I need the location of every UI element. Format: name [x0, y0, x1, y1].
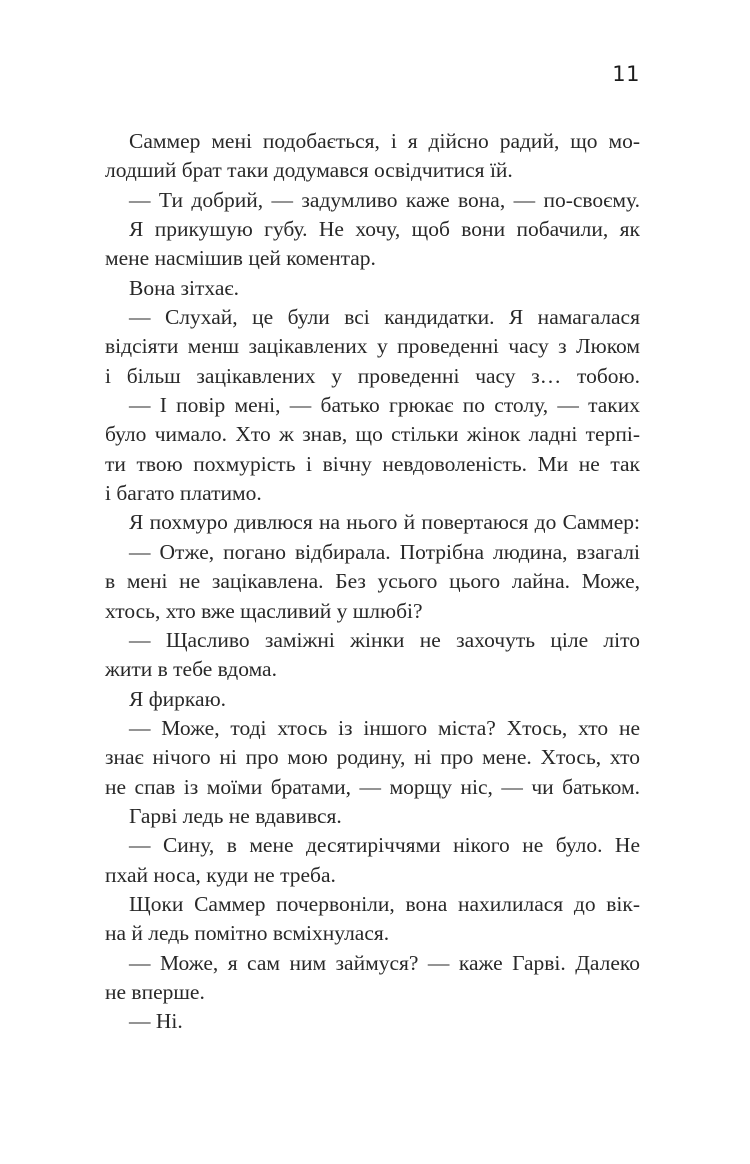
text-line: Вона зітхає. [129, 275, 239, 300]
text-line: Щоки Саммер почервоніли, вона нахилилася до вік- [129, 891, 640, 916]
text-line: Я фиркаю. [129, 686, 227, 711]
text-line: було чимало. Хто ж знав, що стільки жінок ладні терпі- [105, 422, 640, 447]
text-line: — Ти добрий, — задумливо каже вона, — по-своєму. [129, 187, 640, 212]
text-line: Саммер мені подобається, і я дійсно радий, що мо- [129, 129, 640, 153]
page-number: 11 [612, 62, 640, 86]
text-line: жити в тебе вдома. [105, 657, 277, 682]
text-line: Я прикушую губу. Не хочу, щоб вони побачили, як [129, 217, 640, 242]
text-line: в мені не зацікавлена. Без усього цього лайна. Може, [105, 569, 640, 594]
text-line: відсіяти менш зацікавлених у проведенні часу з Люком [105, 334, 640, 359]
text-line: — Ні. [129, 1009, 183, 1034]
text-line: пхай носа, куди не треба. [105, 862, 336, 887]
text-line: хтось, хто вже щасливий у шлюбі? [105, 598, 423, 623]
text-line: і багато платимо. [105, 481, 262, 506]
body-text [105, 127, 640, 1037]
text-line: мене насмішив цей коментар. [105, 246, 376, 271]
text-line: — Сину, в мене десятиріччями нікого не було. Не [129, 833, 640, 858]
text-line: лодший брат таки додумався освідчитися їй. [105, 158, 513, 183]
text-line: — І повір мені, — батько грюкає по столу, — таких [129, 393, 640, 418]
text-line: знає нічого ні про мою родину, ні про мене. Хтось, хто [105, 745, 640, 770]
text-line: не спав із моїми братами, — морщу ніс, — чи батьком. [105, 774, 640, 799]
text-line: і більш зацікавлених у проведенні часу з… тобою. [105, 363, 640, 388]
text-line: — Може, тоді хтось із іншого міста? Хтось, хто не [129, 715, 640, 740]
text-line: Я похмуро дивлюся на нього й повертаюся до Саммер: [129, 510, 640, 535]
text-line: — Слухай, це були всі кандидатки. Я намагалася [129, 305, 640, 330]
text-line: ти твою похмурість і вічну невдоволеність. Ми не так [105, 451, 640, 476]
text-line: — Отже, погано відбирала. Потрібна людина, взагалі [129, 539, 640, 564]
text-line: — Може, я сам ним займуся? — каже Гарві. Далеко [129, 950, 640, 975]
text-line: не вперше. [105, 979, 205, 1004]
text-line: на й ледь помітно всміхнулася. [105, 921, 390, 946]
text-line: Гарві ледь не вдавився. [129, 803, 342, 828]
text-line: — Щасливо заміжні жінки не захочуть ціле літо [129, 627, 640, 652]
